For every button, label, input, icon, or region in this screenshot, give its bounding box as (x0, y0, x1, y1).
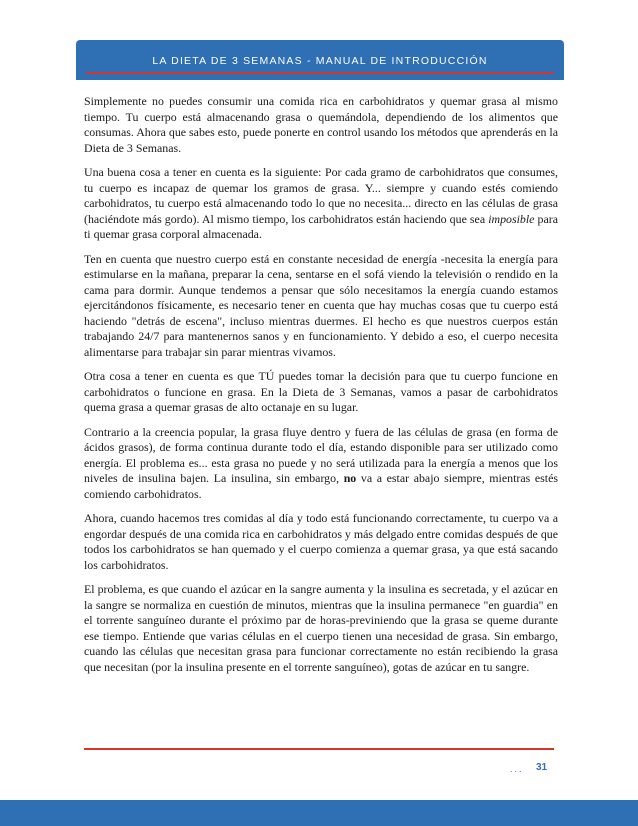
document-header-title: LA DIETA DE 3 SEMANAS - MANUAL DE INTRODUCCIÓN (152, 55, 488, 67)
page-dots: ... (510, 764, 524, 774)
paragraph-text: Otra cosa a tener en cuenta es que TÚ puedes tomar la decisión para que tu cuerpo funcione en carbohidratos o funcione en grasa. En la Dieta de 3 Semanas, vamos a pasar de carbohidratos quema grasa a quemar grasas de alto octanaje en su lugar. (84, 369, 558, 414)
paragraph-text: Simplemente no puedes consumir una comida rica en carbohidratos y quemar grasa al mismo tiempo. Tu cuerpo está almacenando grasa o quemándola, dependiendo de los alimentos que consumas. Ahora que sabes esto, puede ponerte en control usando los métodos que aprenderás en la Dieta de 3 Semanas. (84, 94, 558, 155)
paragraph-text: Ahora, cuando hacemos tres comidas al día y todo está funcionando correctamente, tu cuerpo va a engordar después de una comida rica en carbohidratos y más delgado entre comidas después de que todos los carbohidratos se han quemado y el cuerpo comienza a quemar grasa, ya que está sacando los carbohidratos. (84, 511, 558, 572)
paragraph-text: Contrario a la creencia popular, la grasa fluye dentro y fuera de las células de grasa (en forma de ácidos grasos), de forma continua durante todo el día, estando disponible para ser utilizado como energía. El problema es... esta grasa no puede y no será utilizada para la energía a menos que los niveles de insulina bajen. La insulina, sin embargo, (84, 424, 558, 485)
body-paragraph (84, 369, 558, 416)
paragraph-text: para ti quemar grasa corporal almacenada. (84, 211, 558, 241)
body-paragraph (84, 511, 558, 573)
body-paragraph (84, 582, 558, 675)
body-paragraph (84, 94, 558, 156)
header-divider (86, 72, 554, 74)
paragraph-text: va a estar abajo siempre, mientras estés comiendo carbohidratos. (84, 471, 558, 501)
paragraph-text: Ten en cuenta que nuestro cuerpo está en constante necesidad de energía -necesita la energía para estimularse en la mañana, preparar la cena, sentarse en el sofá viendo la televisión o rendido en la cama para dormir. Aunque tendemos a pensar que sólo necesitamos la energía cuando estamos ejercitándonos físicamente, es necesario tener en cuenta que hay muchas cosas que tu cuerpo está haciendo "detrás de escena", incluso mientras duermes. El hecho es que nuestros cuerpos están trabajando 24/7 para mantenernos sanos y en funcionamiento. Y debido a eso, el cuerpo necesita alimentarse para trabajar sin parar mientras vivamos. (84, 251, 558, 359)
document-body (84, 94, 558, 684)
paragraph-text: Una buena cosa a tener en cuenta es la siguiente: Por cada gramo de carbohidratos que consumes, tu cuerpo es incapaz de quemar los gramos de grasa. Y... siempre y cuando estés comiendo carbohidratos, tu cuerpo está almacenando todo lo que no necesita... directo en las células de grasa (haciéndote más gordo). Al mismo tiempo, los carbohidratos están haciendo que sea (84, 165, 558, 226)
page-number: 31 (536, 762, 548, 773)
footer-band (0, 800, 638, 826)
header-bar (76, 40, 564, 80)
paragraph-text: El problema, es que cuando el azúcar en la sangre aumenta y la insulina es secretada, y el azúcar en la sangre se normaliza en cuestión de minutos, mientras que la insulina permanece "en guardia" en el torrente sanguíneo durante el próximo par de horas-previniendo que la grasa se queme durante ese tiempo. Entiende que varias células en el cuerpo tienen una necesidad de grasa. Sin embargo, cuando las células que necesitan grasa para funcionar correctamente no están recibiendo la grasa que necesitan (por la insulina presente en el torrente sanguíneo), gotas de azúcar en tu sangre. (84, 582, 558, 674)
body-paragraph (84, 165, 558, 243)
body-paragraph (84, 425, 558, 503)
paragraph-text: imposible (488, 211, 535, 226)
body-paragraph (84, 252, 558, 361)
footer-divider (84, 748, 554, 750)
paragraph-text: no (343, 471, 357, 485)
